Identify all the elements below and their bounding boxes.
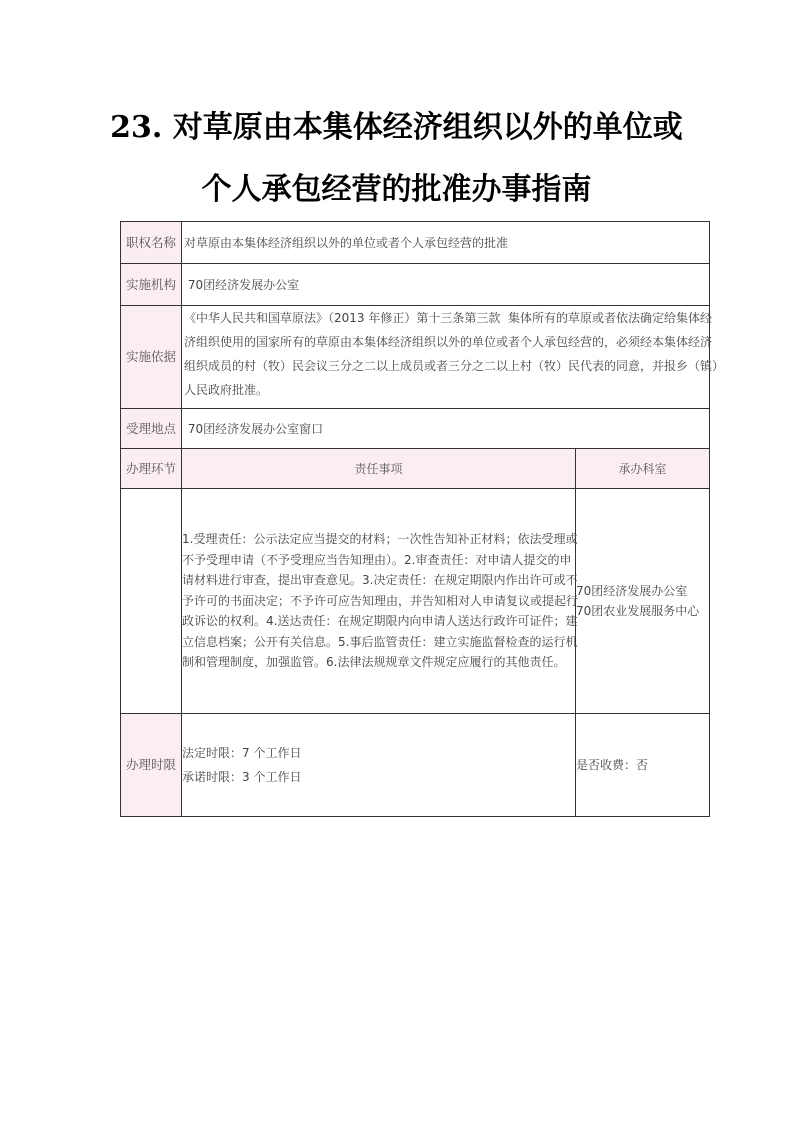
row-process-header — [121, 449, 710, 489]
row-agency — [121, 264, 710, 306]
page-title-line1: 23. 对草原由本集体经济组织以外的单位或 — [110, 110, 683, 145]
row-process-content — [121, 489, 710, 714]
fee-text: 是否收费：否 — [576, 714, 710, 817]
row-location — [121, 409, 710, 449]
row-time — [121, 714, 710, 817]
label-basis: 实施依据 — [121, 306, 182, 409]
departments-text: 70团经济发展办公室 70团农业发展服务中心 — [576, 489, 710, 714]
column-header-responsibilities: 责任事项 — [182, 449, 576, 489]
value-basis: 《中华人民共和国草原法》（2013 年修正）第十三条第三款 集体所有的草原或者依法确定给集体经 济组织使用的国家所有的草原由本集体经济组织以外的单位或者个人承包经营的，必须经本集体经济 组织成员的村（牧）民会议三分之二以上成员或者三分之二以上村（牧）民代表的同意，并报乡（镇） 人民政府批准。 — [182, 306, 710, 409]
value-name: 对草原由本集体经济组织以外的单位或者个人承包经营的批准 — [182, 222, 710, 264]
column-header-department: 承办科室 — [576, 449, 710, 489]
process-blank-cell — [121, 489, 182, 714]
label-name: 职权名称 — [121, 222, 182, 264]
value-agency: 70团经济发展办公室 — [182, 264, 710, 306]
responsibilities-text: 1.受理责任：公示法定应当提交的材料；一次性告知补正材料；依法受理或 不予受理申请（不予受理应当告知理由）。2.审查责任：对申请人提交的申 请材料进行审查，提出审查意见。3.决定责任：在规定期限内作出许可或不 予许可的书面决定；不予许可应告知理由，并告知相对人申请复议或提起行 政诉讼的权利。4.送达责任：在规定期限内向申请人送达行政许可证件；建 立信息档案；公开有关信息。5.事后监管责任：建立实施监督检查的运行机 制和管理制度，加强监管。6.法律法规规章文件规定应履行的其他责任。 — [182, 489, 576, 714]
row-name — [121, 222, 710, 264]
row-basis — [121, 306, 710, 409]
label-time: 办理时限 — [121, 714, 182, 817]
guide-table — [120, 221, 725, 817]
value-location: 70团经济发展办公室窗口 — [182, 409, 710, 449]
label-process: 办理环节 — [121, 449, 182, 489]
label-agency: 实施机构 — [121, 264, 182, 306]
page-title-line2: 个人承包经营的批准办事指南 — [201, 172, 592, 207]
time-limits-text: 法定时限：7 个工作日 承诺时限：3 个工作日 — [182, 714, 576, 817]
label-location: 受理地点 — [121, 409, 182, 449]
